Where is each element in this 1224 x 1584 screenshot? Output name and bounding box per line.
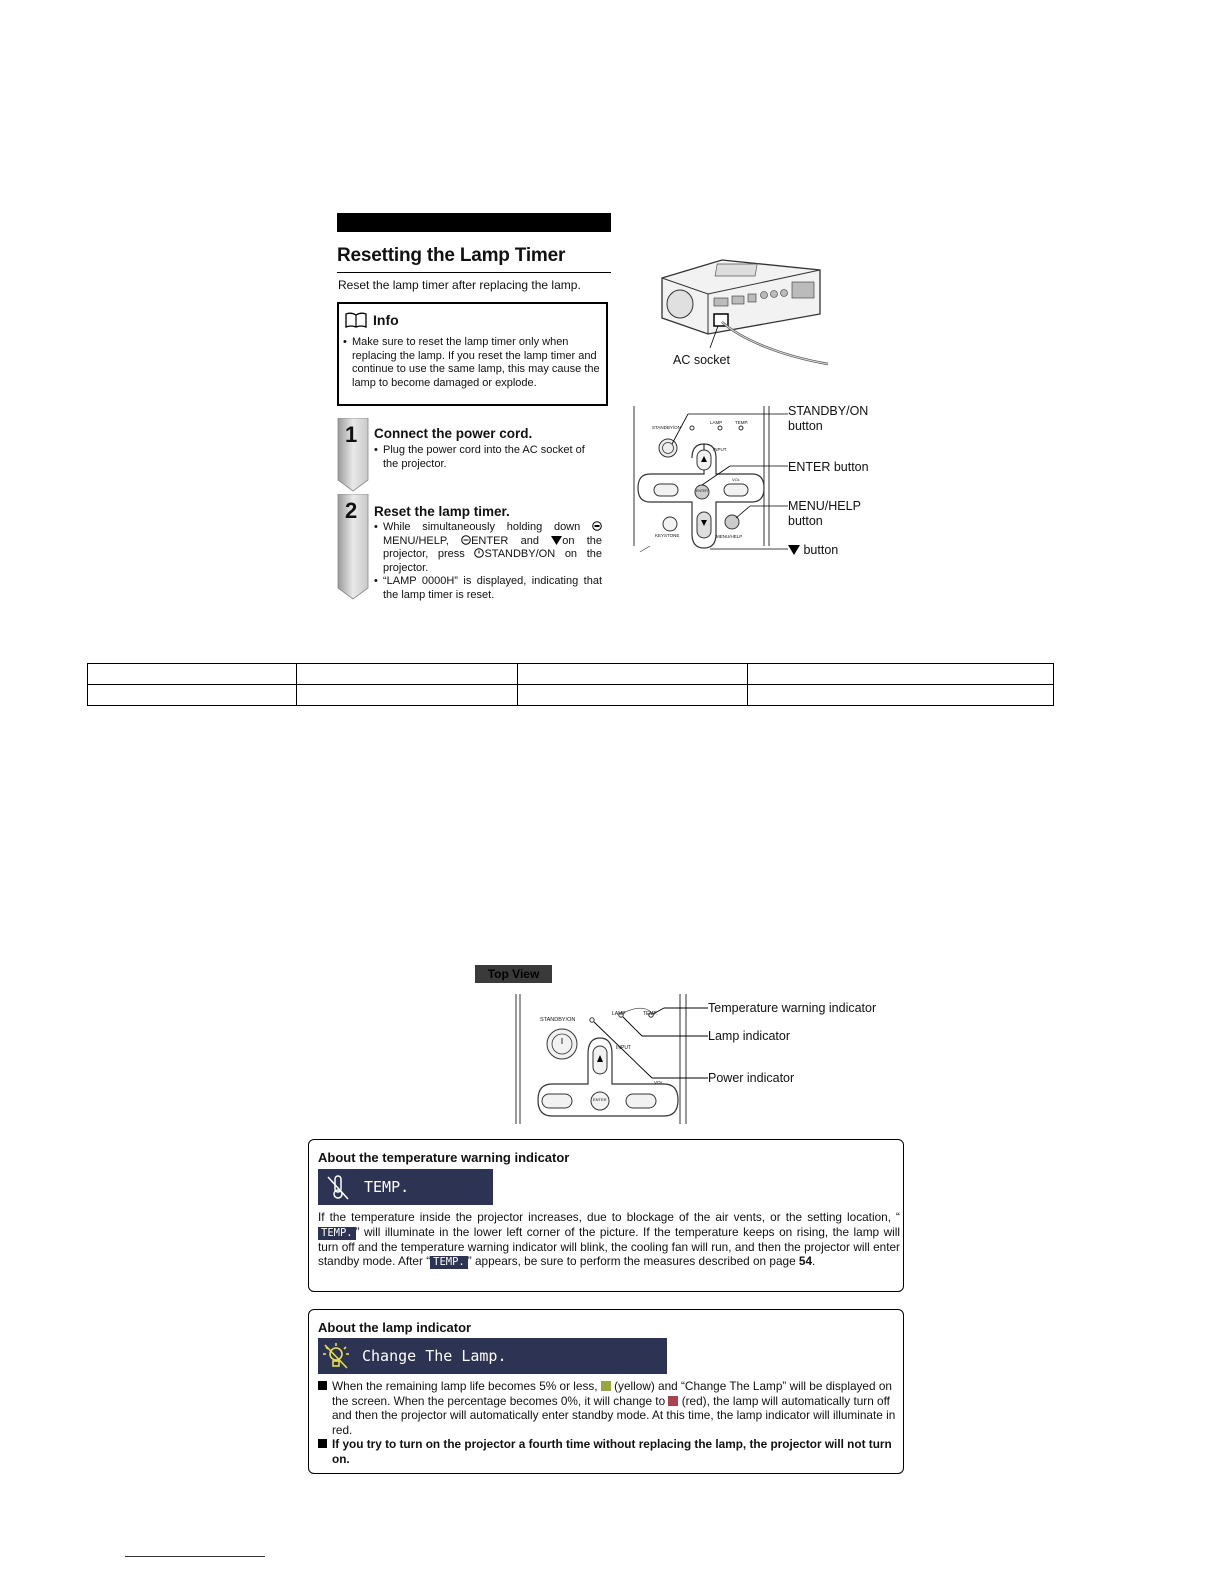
down-triangle-icon xyxy=(788,545,800,555)
section-title: Resetting the Lamp Timer xyxy=(337,245,566,266)
lamp-indicator-callout: Lamp indicator xyxy=(708,1029,790,1043)
power-button-icon xyxy=(474,548,484,558)
topview-input-label: INPUT xyxy=(616,1045,631,1051)
step-2 xyxy=(337,494,617,600)
temp-banner: TEMP. xyxy=(318,1169,493,1205)
enter-button-callout: ENTER button xyxy=(788,460,869,474)
lamp-box-title: About the lamp indicator xyxy=(318,1320,472,1335)
section-header-bar xyxy=(337,213,611,232)
red-lamp-icon xyxy=(668,1396,678,1406)
info-box xyxy=(337,302,608,406)
top-view-label: Top View xyxy=(475,965,552,983)
table-row xyxy=(88,664,1054,685)
panel-standby-label: STANDBY/ON xyxy=(652,425,681,430)
temp-warning-icon xyxy=(326,1173,350,1201)
step-number: 1 xyxy=(345,422,358,447)
temp-box-title: About the temperature warning indicator xyxy=(318,1150,570,1165)
temp-box-text: If the temperature inside the projector increases, due to blockage of the air vents, or the setting location, “TEMP. ” will illuminate in the lower left corner of the picture. If the temperature keeps on rising, the lamp will turn off and the temperature warning indicator will blink, the cooling fan will run, and then the projector will enter standby mode. After “ TEMP. ” appears, be sure to perform the measures described on page 54. xyxy=(318,1210,900,1269)
step-body: • Plug the power cord into the AC socket of the projector. xyxy=(374,444,602,471)
panel-menu-help-label: MENU/HELP xyxy=(716,534,743,539)
table-row xyxy=(88,685,1054,706)
book-icon xyxy=(345,312,367,328)
step-bullet: While simultaneously holding down MENU/HELP, ENTER and on the projector, press STANDBY/ON on the projector. xyxy=(383,521,602,574)
step-title: Reset the lamp timer. xyxy=(374,504,510,519)
info-heading xyxy=(345,312,399,328)
list-item: If you try to turn on the projector a fourth time without replacing the lamp, the projector will not turn on. xyxy=(318,1437,900,1466)
section-intro: Reset the lamp timer after replacing the lamp. xyxy=(338,278,581,292)
down-triangle-icon xyxy=(551,536,562,545)
panel-enter-label: ENTER xyxy=(696,489,708,493)
temp-chip: TEMP. xyxy=(318,1227,356,1240)
lamp-warning-icon xyxy=(322,1342,350,1370)
step-body: • While simultaneously holding down MENU/HELP, ENTER and on the projector, press STANDBY/ON on the projector. • “LAMP 0000H” is displayed, indicating that the lamp timer is reset. xyxy=(374,521,602,601)
step-1 xyxy=(337,418,617,492)
step-bullet: Plug the power cord into the AC socket of the projector. xyxy=(383,444,585,470)
topview-lamp-label: LAMP xyxy=(612,1011,626,1017)
yellow-lamp-icon xyxy=(601,1381,611,1391)
down-button-callout: button xyxy=(788,543,838,558)
menu-help-button-callout: MENU/HELP button xyxy=(788,499,861,528)
panel-keystone-label: KEYSTONE xyxy=(655,533,680,538)
ac-socket-label: AC socket xyxy=(673,353,730,367)
info-heading-label: Info xyxy=(373,312,399,328)
info-text: • Make sure to reset the lamp timer only when replacing the lamp. If you reset the lamp timer and continue to use the same lamp, this may cause the lamp to become damaged or explode. xyxy=(343,336,600,389)
step-number: 2 xyxy=(345,498,358,523)
menu-button-icon xyxy=(592,521,602,531)
title-rule xyxy=(337,272,611,273)
topview-vol-label: VOL xyxy=(654,1080,664,1085)
list-item: When the remaining lamp life becomes 5% or less, (yellow) and “Change The Lamp” will be displayed on the screen. When the percentage becomes 0%, it will change to (red), the lamp will automatically turn off and then the projector will automatically enter standby mode. At this time, the lamp indicator will illuminate in red. xyxy=(318,1379,900,1437)
temp-warning-box xyxy=(308,1139,904,1292)
panel-temp-label: TEMP. xyxy=(735,420,749,425)
temp-chip: TEMP. xyxy=(430,1256,468,1269)
empty-table xyxy=(87,663,1054,706)
panel-vol-label: VOL xyxy=(732,477,741,482)
power-indicator-callout: Power indicator xyxy=(708,1071,795,1085)
topview-enter-label: ENTER xyxy=(593,1097,607,1102)
enter-button-icon xyxy=(461,535,471,545)
step-bullet: “LAMP 0000H” is displayed, indicating that the lamp timer is reset. xyxy=(383,575,602,601)
panel-lamp-label: LAMP xyxy=(710,420,723,425)
topview-standby-label: STANDBY/ON xyxy=(540,1017,576,1023)
topview-temp-label: TEMP. xyxy=(643,1011,658,1017)
lamp-banner: Change The Lamp. xyxy=(318,1338,667,1374)
step-title: Connect the power cord. xyxy=(374,426,533,441)
info-bullet: Make sure to reset the lamp timer only when replacing the lamp. If you reset the lamp timer and continue to use the same lamp, this may cause the lamp to become damaged or explode. xyxy=(352,336,600,389)
lamp-indicator-box xyxy=(308,1309,904,1474)
lamp-box-text xyxy=(318,1379,900,1467)
standby-button-callout: STANDBY/ON button xyxy=(788,404,869,433)
panel-input-label: INPUT xyxy=(713,447,727,452)
footer-rule xyxy=(125,1556,265,1557)
temp-warning-callout: Temperature warning indicator xyxy=(708,1001,877,1015)
